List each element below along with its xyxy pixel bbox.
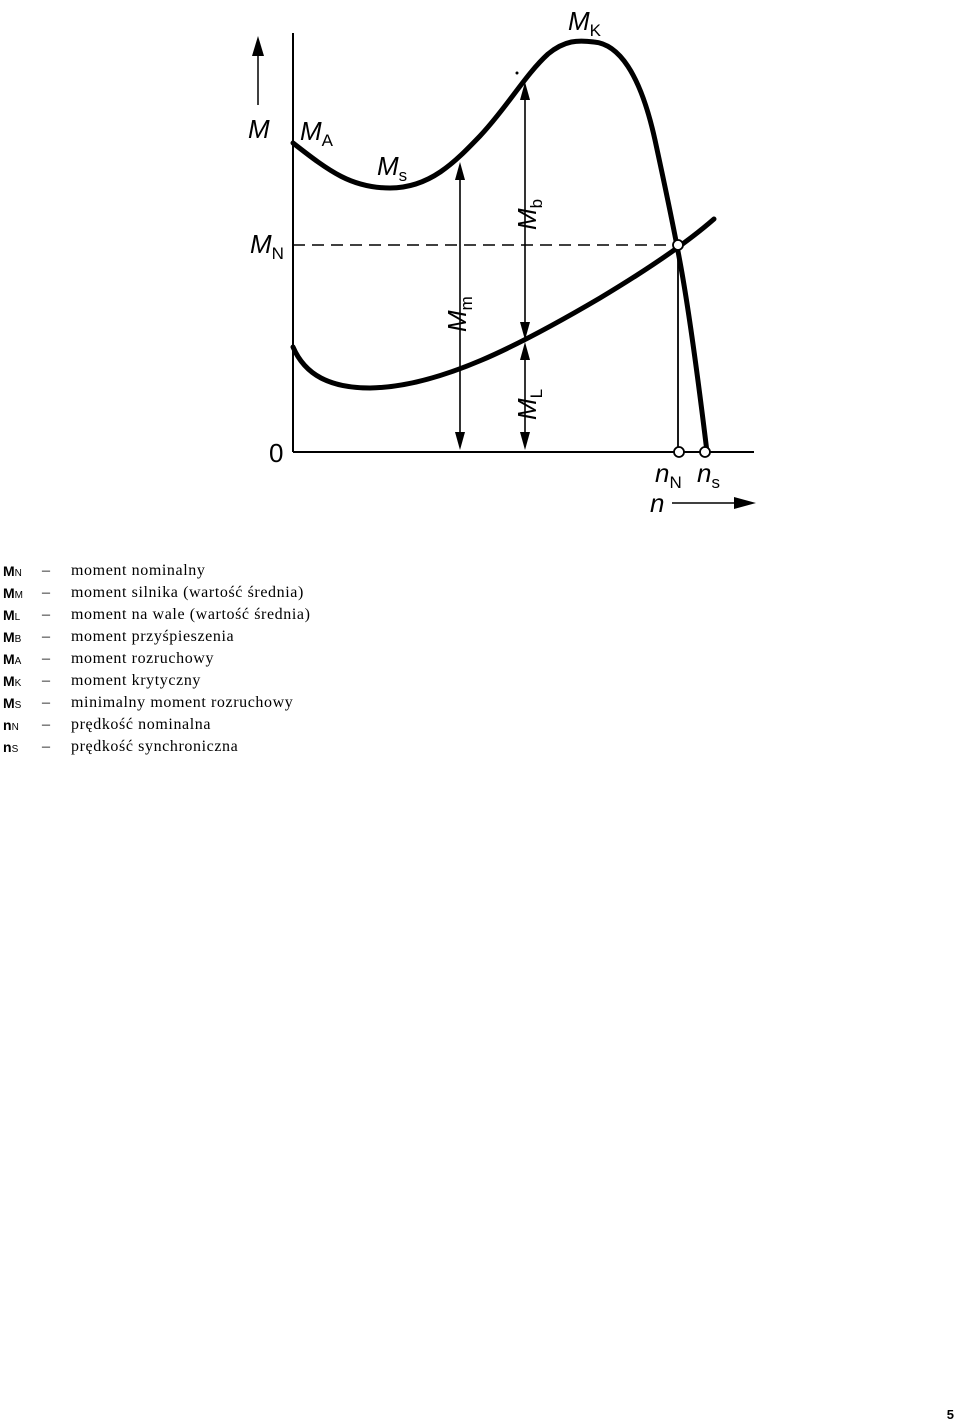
legend-description: moment przyśpieszenia [71, 628, 235, 645]
origin-label: 0 [269, 438, 284, 468]
ml-arrow-top [520, 342, 530, 360]
page-number: 5 [946, 1407, 954, 1422]
legend-dash: – [42, 606, 50, 623]
ml-arrow-bottom [520, 432, 530, 450]
legend-symbol: MA [3, 651, 22, 667]
motor-torque-curve [293, 41, 707, 452]
legend-dash: – [42, 628, 50, 645]
y-axis-label: M [248, 114, 270, 144]
label-ms: $M_s$ [377, 151, 408, 185]
label-ma: $M_A$ [300, 116, 334, 150]
x-arrow-head [734, 497, 756, 509]
label-mk: $M_K$ [568, 6, 602, 40]
legend-symbol: MS [3, 695, 22, 711]
legend-dash: – [42, 562, 50, 579]
label-ns: $n_s$ [697, 458, 720, 492]
label-mn: $M_N$ [250, 229, 284, 263]
legend-description: prędkość nominalna [71, 716, 212, 733]
mm-arrow-bottom [455, 432, 465, 450]
legend-symbol: nN [3, 717, 19, 733]
legend-dash: – [42, 584, 50, 601]
legend-symbol: nS [3, 739, 19, 755]
label-mm: $M_m$ [442, 296, 476, 332]
mm-arrow-top [455, 162, 465, 180]
legend-symbol: ML [3, 607, 21, 623]
legend-symbol: MN [3, 563, 22, 579]
legend-description: minimalny moment rozruchowy [71, 694, 294, 711]
label-ml: $M_L$ [512, 388, 546, 420]
curve-mark-dot [516, 72, 519, 75]
label-mb: $M_b$ [512, 198, 546, 230]
legend-dash: – [42, 738, 50, 755]
legend-symbol: MB [3, 629, 22, 645]
legend-description: moment krytyczny [71, 672, 202, 689]
legend-dash: – [42, 694, 50, 711]
label-nn: $n_N$ [655, 458, 682, 492]
legend-description: moment na wale (wartość średnia) [71, 606, 311, 623]
operating-point-marker [673, 240, 683, 250]
legend-symbol: MK [3, 673, 22, 689]
nominal-speed-marker [674, 447, 684, 457]
legend-description: moment nominalny [71, 562, 206, 579]
y-arrow-head [252, 36, 264, 56]
legend-dash: – [42, 650, 50, 667]
legend-description: moment silnika (wartość średnia) [71, 584, 304, 601]
legend-description: prędkość synchroniczna [71, 738, 239, 755]
synchronous-speed-marker [700, 447, 710, 457]
legend-dash: – [42, 716, 50, 733]
legend-description: moment rozruchowy [71, 650, 215, 667]
x-axis-label: n [650, 488, 665, 518]
legend-dash: – [42, 672, 50, 689]
torque-speed-diagram [0, 0, 960, 540]
legend-symbol: MM [3, 585, 24, 601]
